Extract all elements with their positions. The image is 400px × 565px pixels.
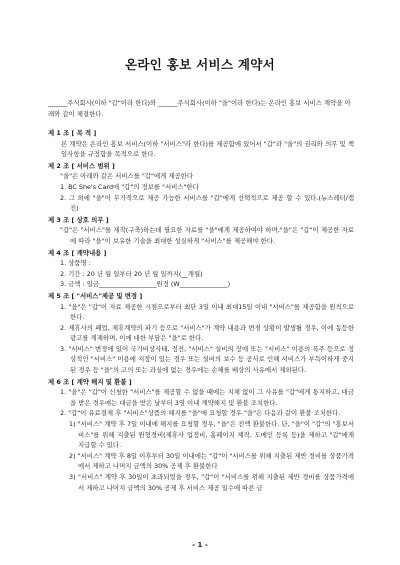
document-title: 온라인 홍보 서비스 계약서 <box>124 57 276 72</box>
clause-text: 3) "서비스" 계약 후 30일이 초과되었을 경우, "갑"이 "서비스를 위해 지출된 제반 경비를 상품가격에서 제하고 나머지 금액의 30% 공제 후 서비스 제공 일수에 따른 금 <box>69 473 354 492</box>
page-number: - 1 - <box>192 541 208 549</box>
clause-text: "을"은 아래와 같은 서비스를 "갑"에게 제공한다 <box>60 172 194 181</box>
clause-text: 3. 금액 : 일금__________________원정 (W_______________) <box>60 280 231 289</box>
clause-text: 본 계약은 온라인 홍보 서비스(이하 "서비스"라 한다)를 제공함에 있어서 "갑"과 "을"의 권리와 의무 및 책임사항을 규정함을 목적으로 한다. <box>61 139 354 159</box>
section-heading: 제 4 조 [ 계약내용 ] <box>48 248 107 257</box>
intro-paragraph: ______주식회사(이하 "갑"이라 한다)와 ______주식회사(이하 "을"이라 한다)는 온라인 홍보 서비스 계약을 아래와 같이 체결한다. <box>48 99 351 118</box>
clause-text: 1. "을"은 "갑"이 자료 제공한 시점으로부터 최단 3일 이내 최대15일 이내 "서비스"를 제공함을 원칙으로 한다. <box>60 302 354 322</box>
clause-text: 2. 기간 : 20 년 월 일부터 20 년 월 일까지(__개월) <box>60 269 203 278</box>
clause-text: 1. BC She's Card에 "갑"의 정보를 "서비스"한다 <box>60 182 199 191</box>
clause-text: 2) "서비스" 계약 후 8일 이후부터 30일 이내에는 "갑"이 "서비스를 위해 지출된 제반 경비를 상품가격에서 제하고 나머지 금액의 30% 공제 후 환불한다 <box>69 451 354 471</box>
section-heading: 제 5 조 [ "서비스"제공 및 변경 ] <box>48 291 143 300</box>
clause-text: 2. "갑"이 유료결제 후 "서비스"상품의 해지를 "을"에 요청할 경우 "을"은 다음과 같이 환불 조치한다. <box>60 409 341 418</box>
section-heading: 제 3 조 [ 상호 의무 ] <box>48 215 109 224</box>
section-heading: 제 2 조 [ 서비스 범위 ] <box>48 161 115 170</box>
clause-text: 1. "을"은 "갑"이 신청한 "서비스"를 제공할 수 없을 때에는 지체 없이 그 사유를 "갑"에게 통지하고, 대금을 받은 경우에는 대금을 받은 날부터 3영 이내 계약해지 및 환불 조치한다. <box>60 388 354 407</box>
clause-text: "갑"은 "서비스"를 제작(구축)하는데 필요한 자료를 "을"에게 제공하여야 하며,"을"은 "갑"이 제공한 자료에 따라 "을"이 보유한 기술을 최대한 성실하게 "서비스"를 제공해야 한다. <box>60 226 354 245</box>
section-heading: 제 1 조 [ 목 적 ] <box>48 129 97 137</box>
contract-body <box>48 127 354 493</box>
clause-text: 2. 그 외에 "을"이 무가적으로 제공 가능한 서비스를 "갑"에게 선택적으로 제공 할 수 있다.(뉴스레터/캠진) <box>60 193 354 213</box>
section-heading: 제 6 조 [ 계약 해지 및 환불 ] <box>48 377 132 386</box>
clause-text: 3. "서비스" 변경에 있어 국가비상사태, 정전, "서비스" 설비의 장애 또는 "서비스" 이용의 폭주 등으로 정상적인 "서비스" 이용에 지장이 있는 경우 또는 설비의 보수 등 공사로 인해 서비스가 부득이하게 중지된 경우 등 "을"의 고의 또는 과실에 없는 경우에는 손해를 배상의 사유에서 제외된다. <box>60 344 354 375</box>
clause-text: 1. 상품명 : <box>60 259 91 268</box>
clause-text: 1) "서비스" 계약 후 7일 이내에 해지를 요청할 경우, "을"은 전액 환불한다. 단, "을"이 "갑"의 "홍보서비스"를 위해 지출된 원형경비(제휴사 업정비, 홈페이지 제작, 도메인 등록 등)을 제하고 "갑"에게 지급할 수 있다. <box>69 420 354 450</box>
clause-text: 2. 제휴사의 폐업, 제휴계약의 파기 등으로 "서비스"가 계약 내용과 변경 상황이 발생될 경우, 이에 동등한 광고를 게재하며, 이에 대한 부담은 "을"로 한다. <box>60 323 354 343</box>
